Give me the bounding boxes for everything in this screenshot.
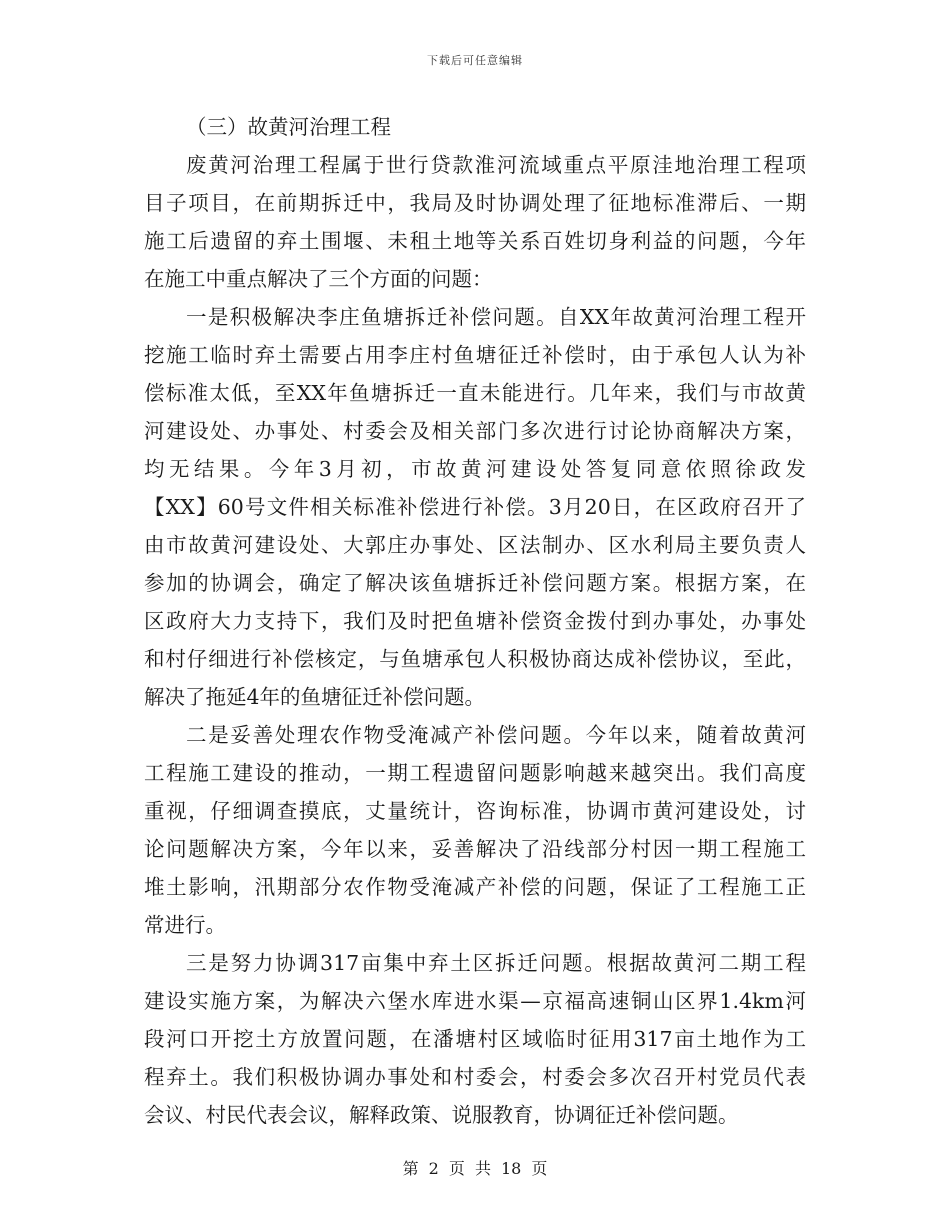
footer-total-pages: 18 [501,1159,522,1178]
paragraph-3-line-3: 重视，仔细调查摸底，丈量统计，咨询标准，协调市黄河建设处，讨 [144,799,806,823]
paragraph-2-line-4: 河建设处、办事处、村委会及相关部门多次进行讨论协商解决方案， [144,419,806,443]
footer-page-number: 2 [428,1159,439,1178]
paragraph-1-line-2: 目子项目，在前期拆迁中，我局及时协调处理了征地标准滞后、一期 [144,191,806,215]
paragraph-2-line-9: 区政府大力支持下，我们及时把鱼塘补偿资金拨付到办事处，办事处 [144,609,806,633]
paragraph-2-line-11: 解决了拖延4年的鱼塘征迁补偿问题。 [144,685,486,709]
section-heading: （三）故黄河治理工程 [186,115,391,139]
page-header-note: 下载后可任意编辑 [427,54,523,67]
paragraph-3-line-5: 堆土影响，汛期部分农作物受淹减产补偿的问题，保证了工程施工正 [144,875,806,899]
paragraph-1-line-3: 施工后遗留的弃土围堰、未租土地等关系百姓切身利益的问题，今年 [144,229,806,253]
paragraph-4-line-2: 建设实施方案，为解决六堡水库进水渠—京福高速铜山区界1.4km河 [144,989,806,1013]
paragraph-3-line-1: 二是妥善处理农作物受淹减产补偿问题。今年以来，随着故黄河 [186,723,806,747]
paragraph-3-line-6: 常进行。 [144,913,226,937]
paragraph-2-line-7: 由市故黄河建设处、大郭庄办事处、区法制办、区水利局主要负责人 [144,533,806,557]
page-footer [0,1156,950,1179]
paragraph-2-line-1: 一是积极解决李庄鱼塘拆迁补偿问题。自XX年故黄河治理工程开 [186,305,806,329]
paragraph-2-line-3: 偿标准太低，至XX年鱼塘拆迁一直未能进行。几年来，我们与市故黄 [144,381,806,405]
paragraph-4-line-1: 三是努力协调317亩集中弃土区拆迁问题。根据故黄河二期工程 [186,951,806,975]
paragraph-2-line-2: 挖施工临时弃土需要占用李庄村鱼塘征迁补偿时，由于承包人认为补 [144,343,806,367]
paragraph-3-line-2: 工程施工建设的推动，一期工程遗留问题影响越来越突出。我们高度 [144,761,806,785]
paragraph-2-line-6: 【XX】60号文件相关标准补偿进行补偿。3月20日，在区政府召开了 [144,495,806,519]
paragraph-4-line-3: 段河口开挖土方放置问题，在潘塘村区域临时征用317亩土地作为工 [144,1027,806,1051]
paragraph-2-line-5: 均无结果。今年3月初，市故黄河建设处答复同意依照徐政发 [144,457,806,481]
paragraph-2-line-10: 和村仔细进行补偿核定，与鱼塘承包人积极协商达成补偿协议，至此， [144,647,806,671]
footer-prefix: 第 [402,1159,419,1178]
footer-middle: 页 共 [448,1159,491,1178]
paragraph-1-line-1: 废黄河治理工程属于世行贷款淮河流域重点平原洼地治理工程项 [186,153,806,177]
paragraph-4-line-4: 程弃土。我们积极协调办事处和村委会，村委会多次召开村党员代表 [144,1065,806,1089]
paragraph-2-line-8: 参加的协调会，确定了解决该鱼塘拆迁补偿问题方案。根据方案，在 [144,571,806,595]
paragraph-4-line-5: 会议、村民代表会议，解释政策、说服教育，协调征迁补偿问题。 [144,1103,739,1127]
document-body [144,108,806,1134]
paragraph-3-line-4: 论问题解决方案，今年以来，妥善解决了沿线部分村因一期工程施工 [144,837,806,861]
paragraph-1-line-4: 在施工中重点解决了三个方面的问题： [144,267,493,291]
footer-suffix: 页 [531,1159,548,1178]
